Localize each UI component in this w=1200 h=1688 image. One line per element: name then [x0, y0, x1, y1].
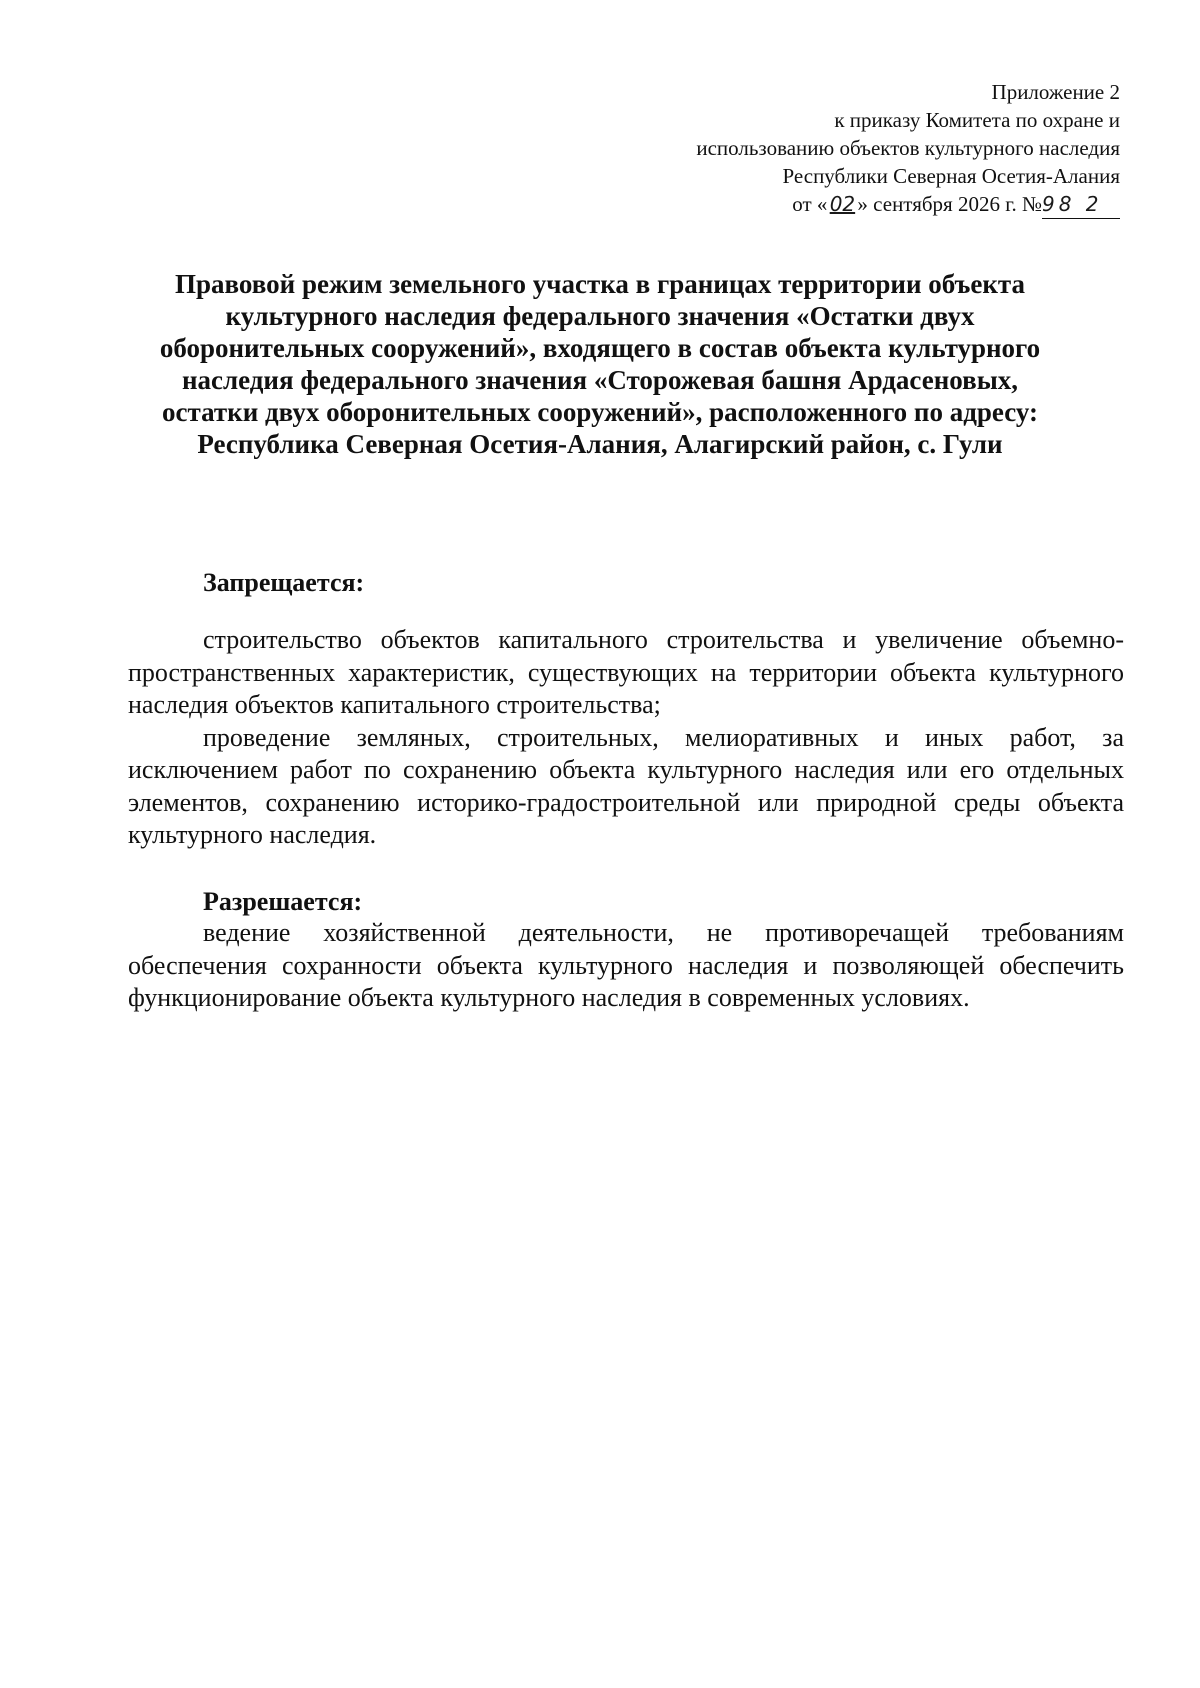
appendix-line: Приложение 2: [991, 80, 1120, 104]
appendix-header: [560, 78, 1120, 219]
title-line: культурного наследия федерального значения «Остатки двух: [225, 301, 975, 331]
forbidden-paragraph: проведение земляных, строительных, мелиоративных и иных работ, за исключением работ по сохранению объекта культурного наследия или его отдельных элементов, сохранению историко-градостроительной или природной среды объекта культурного наследия.: [128, 722, 1124, 849]
title-line: оборонительных сооружений», входящего в состав объекта культурного: [159, 333, 1041, 363]
date-prefix: от «: [792, 192, 828, 216]
title-line: остатки двух оборонительных сооружений», расположенного по адресу:: [162, 397, 1038, 427]
forbidden-heading: Запрещается:: [203, 568, 365, 597]
allowed-paragraph: ведение хозяйственной деятельности, не противоречащей требованиям обеспечения сохранности объекта культурного наследия и позволяющей обеспечить функционирование объекта культурного наследия в современных условиях.: [128, 918, 1124, 1012]
order-date-line: [560, 190, 1120, 219]
handwritten-day: 02: [829, 192, 856, 216]
appendix-line: Республики Северная Осетия-Алания: [782, 164, 1120, 188]
title-line: Республика Северная Осетия-Алания, Алагирский район, с. Гули: [197, 429, 1003, 459]
date-suffix: » сентября 2026 г. №: [857, 192, 1042, 216]
allowed-heading: Разрешается:: [203, 887, 363, 916]
handwritten-order-number: 98 2: [1042, 190, 1120, 219]
title-line: наследия федерального значения «Сторожевая башня Ардасеновых,: [181, 365, 1019, 395]
appendix-line: к приказу Комитета по охране и: [834, 108, 1120, 132]
title-line: Правовой режим земельного участка в границах территории объекта: [175, 269, 1025, 299]
forbidden-section: [128, 624, 1124, 852]
appendix-line: использованию объектов культурного наследия: [696, 136, 1120, 160]
allowed-section: [128, 917, 1124, 1015]
forbidden-paragraph: строительство объектов капитального строительства и увеличение объемно-пространственных характеристик, существующих на территории объекта культурного наследия объектов капитального строительства;: [128, 625, 1124, 719]
document-title: [130, 268, 1070, 460]
